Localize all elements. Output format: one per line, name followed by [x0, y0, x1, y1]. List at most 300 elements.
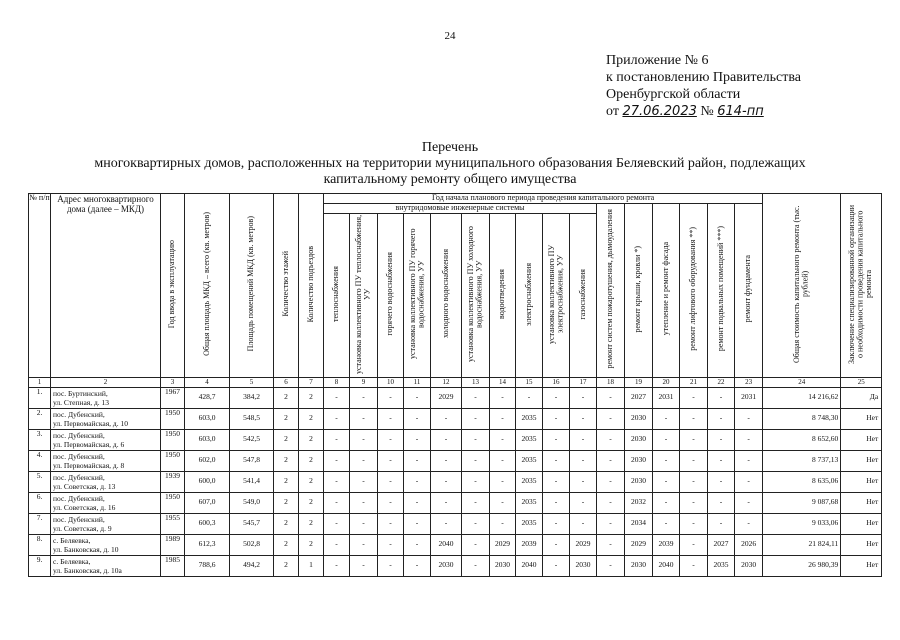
cell-prem: 541,4: [230, 471, 274, 492]
cell-floors: 2: [274, 471, 299, 492]
cell-c15: -: [516, 387, 543, 408]
address-settlement: с. Беляевка,: [53, 556, 91, 566]
cell-year: 1939: [161, 471, 185, 492]
cell-year: 1950: [161, 492, 185, 513]
appendix-resolution: к постановлению Правительства: [606, 70, 802, 85]
cell-c14: -: [490, 492, 516, 513]
cell-c13: -: [462, 408, 490, 429]
cell-c20: -: [653, 492, 680, 513]
cell-c9: -: [350, 555, 378, 576]
header-num: № п/п: [29, 194, 51, 378]
cell-floors: 2: [274, 429, 299, 450]
address-street: ул. Советская, д. 16: [53, 502, 116, 512]
cell-c20: -: [653, 471, 680, 492]
cell-concl: Нет: [841, 534, 882, 555]
cell-c20: 2040: [653, 555, 680, 576]
cell-c19: 2029: [625, 534, 653, 555]
buildings-table: [28, 193, 882, 577]
cell-c8: -: [324, 513, 350, 534]
cell-c18: -: [597, 450, 625, 471]
cell-c16: -: [543, 513, 570, 534]
cell-c8: -: [324, 429, 350, 450]
cell-ent: 1: [299, 555, 324, 576]
cell-c11: -: [404, 555, 431, 576]
column-number: 12: [431, 377, 462, 387]
cell-c15: 2040: [516, 555, 543, 576]
cell-c21: -: [680, 513, 708, 534]
cell-total: 428,7: [185, 387, 230, 408]
column-number: 14: [490, 377, 516, 387]
header-entrances: Количество подъездов: [299, 194, 324, 378]
cell-concl: Нет: [841, 408, 882, 429]
cell-c15: 2039: [516, 534, 543, 555]
column-number: 13: [462, 377, 490, 387]
address-cell: [51, 387, 161, 408]
cell-c16: -: [543, 429, 570, 450]
cell-ent: 2: [299, 471, 324, 492]
cell-cost: 8 737,13: [763, 450, 841, 471]
cell-cost: 8 748,30: [763, 408, 841, 429]
cell-c15: 2035: [516, 429, 543, 450]
header-utilities-group: внутридомовые инженерные системы: [324, 204, 597, 214]
address-cell: [51, 471, 161, 492]
cell-c19: 2030: [625, 429, 653, 450]
column-number-row: [29, 377, 882, 387]
row-number: 2.: [29, 408, 51, 429]
column-number: 2: [51, 377, 161, 387]
row-number: 4.: [29, 450, 51, 471]
cell-c9: -: [350, 429, 378, 450]
column-number: 15: [516, 377, 543, 387]
header-address: Адрес многоквартирного дома (далее – МКД): [51, 194, 161, 378]
cell-floors: 2: [274, 450, 299, 471]
header-cold-water-meter: установка коллективного ПУ холодного водоснабжения, УУ: [462, 214, 490, 378]
column-number: 1: [29, 377, 51, 387]
cell-ent: 2: [299, 492, 324, 513]
cell-c19: 2030: [625, 555, 653, 576]
header-hot-water: горячего водоснабжения: [378, 214, 404, 378]
row-number: 1.: [29, 387, 51, 408]
cell-concl: Нет: [841, 429, 882, 450]
cell-floors: 2: [274, 534, 299, 555]
header-basement: ремонт подвальных помещений ***): [708, 204, 735, 378]
cell-c16: -: [543, 450, 570, 471]
header-cold-water: холодного водоснабжения: [431, 214, 462, 378]
cell-total: 602,0: [185, 450, 230, 471]
cell-c14: 2029: [490, 534, 516, 555]
column-number: 21: [680, 377, 708, 387]
cell-c12: -: [431, 450, 462, 471]
cell-c12: 2029: [431, 387, 462, 408]
cell-c18: -: [597, 429, 625, 450]
cell-c23: -: [735, 492, 763, 513]
address-settlement: с. Беляевка,: [53, 535, 91, 545]
row-number: 3.: [29, 429, 51, 450]
document-title: [0, 140, 900, 188]
cell-c20: 2031: [653, 387, 680, 408]
cell-year: 1967: [161, 387, 185, 408]
cell-prem: 548,5: [230, 408, 274, 429]
cell-c18: -: [597, 513, 625, 534]
row-number: 7.: [29, 513, 51, 534]
cell-floors: 2: [274, 492, 299, 513]
cell-year: 1989: [161, 534, 185, 555]
cell-c9: -: [350, 408, 378, 429]
cell-c9: -: [350, 471, 378, 492]
cell-c18: -: [597, 555, 625, 576]
column-number: 10: [378, 377, 404, 387]
cell-c22: -: [708, 429, 735, 450]
cell-total: 612,3: [185, 534, 230, 555]
cell-concl: Нет: [841, 513, 882, 534]
cell-c20: -: [653, 513, 680, 534]
cell-c15: 2035: [516, 471, 543, 492]
address-street: ул. Степная, д. 13: [53, 397, 110, 407]
cell-total: 603,0: [185, 408, 230, 429]
cell-c19: 2030: [625, 408, 653, 429]
handwritten-date: 27.06.2023: [622, 104, 697, 119]
cell-floors: 2: [274, 387, 299, 408]
cell-c9: -: [350, 492, 378, 513]
title-line-2: многоквартирных домов, расположенных на территории муниципального образования Беляевский район, подлежащих: [94, 156, 806, 171]
header-period-group: Год начала планового периода проведения капитального ремонта: [324, 194, 763, 204]
header-year: Год ввода в эксплуатацию: [161, 194, 185, 378]
cell-floors: 2: [274, 408, 299, 429]
cell-c21: -: [680, 492, 708, 513]
cell-cost: 9 033,06: [763, 513, 841, 534]
cell-c23: 2030: [735, 555, 763, 576]
cell-c14: -: [490, 471, 516, 492]
cell-c19: 2027: [625, 387, 653, 408]
cell-c11: -: [404, 429, 431, 450]
cell-c18: -: [597, 408, 625, 429]
page-number: 24: [444, 30, 456, 42]
cell-cost: 8 635,06: [763, 471, 841, 492]
cell-c21: -: [680, 429, 708, 450]
address-cell: [51, 513, 161, 534]
table-row: [29, 492, 882, 513]
cell-total: 607,0: [185, 492, 230, 513]
address-settlement: пос. Дубенский,: [53, 409, 105, 419]
appendix-date-line: [606, 103, 891, 120]
cell-c13: -: [462, 450, 490, 471]
cell-c12: -: [431, 492, 462, 513]
number-prefix: №: [700, 104, 714, 119]
row-number: 5.: [29, 471, 51, 492]
cell-c23: -: [735, 408, 763, 429]
cell-cost: 8 652,60: [763, 429, 841, 450]
cell-prem: 549,0: [230, 492, 274, 513]
cell-c17: -: [570, 429, 597, 450]
cell-year: 1950: [161, 450, 185, 471]
column-number: 24: [763, 377, 841, 387]
title-line-1: Перечень: [421, 140, 479, 155]
header-total-area: Общая площадь МКД – всего (кв. метров): [185, 194, 230, 378]
cell-floors: 2: [274, 513, 299, 534]
cell-c8: -: [324, 387, 350, 408]
address-cell: [51, 555, 161, 576]
cell-c20: 2039: [653, 534, 680, 555]
appendix-region: Оренбургской области: [606, 87, 741, 102]
table-row: [29, 471, 882, 492]
header-sewerage: водоотведения: [490, 214, 516, 378]
cell-c22: -: [708, 387, 735, 408]
cell-c9: -: [350, 513, 378, 534]
cell-prem: 384,2: [230, 387, 274, 408]
cell-c22: -: [708, 513, 735, 534]
header-hot-water-meter: установка коллективного ПУ горячего водоснабжения, УУ: [404, 214, 431, 378]
table-row: [29, 513, 882, 534]
cell-c8: -: [324, 555, 350, 576]
cell-c9: -: [350, 534, 378, 555]
row-number: 6.: [29, 492, 51, 513]
cell-c10: -: [378, 408, 404, 429]
address-cell: [51, 408, 161, 429]
column-number: 25: [841, 377, 882, 387]
cell-c18: -: [597, 492, 625, 513]
cell-total: 788,6: [185, 555, 230, 576]
cell-c15: 2035: [516, 450, 543, 471]
cell-c16: -: [543, 408, 570, 429]
cell-c22: 2035: [708, 555, 735, 576]
cell-c14: -: [490, 450, 516, 471]
cell-total: 603,0: [185, 429, 230, 450]
cell-c23: -: [735, 450, 763, 471]
cell-c22: -: [708, 408, 735, 429]
address-street: ул. Первомайская, д. 6: [53, 439, 125, 449]
address-cell: [51, 450, 161, 471]
cell-total: 600,3: [185, 513, 230, 534]
address-settlement: пос. Дубенский,: [53, 430, 105, 440]
cell-c19: 2030: [625, 450, 653, 471]
cell-c9: -: [350, 450, 378, 471]
cell-c17: 2029: [570, 534, 597, 555]
column-number: 19: [625, 377, 653, 387]
column-number: 7: [299, 377, 324, 387]
cell-prem: 502,8: [230, 534, 274, 555]
cell-c13: -: [462, 555, 490, 576]
cell-c14: -: [490, 408, 516, 429]
cell-year: 1985: [161, 555, 185, 576]
title-line-3: капитальному ремонту общего имущества: [323, 172, 577, 187]
cell-c19: 2032: [625, 492, 653, 513]
header-gas: газоснабжения: [570, 214, 597, 378]
handwritten-number: 614-пп: [717, 104, 764, 119]
table-row: [29, 555, 882, 576]
cell-c23: 2031: [735, 387, 763, 408]
cell-prem: 542,5: [230, 429, 274, 450]
cell-floors: 2: [274, 555, 299, 576]
address-cell: [51, 429, 161, 450]
cell-c11: -: [404, 450, 431, 471]
table-row: [29, 534, 882, 555]
column-number: 6: [274, 377, 299, 387]
cell-c17: 2030: [570, 555, 597, 576]
header-total-cost: Общая стоимость капитального ремонта (тыс. рублей): [763, 194, 841, 378]
cell-c21: -: [680, 555, 708, 576]
cell-ent: 2: [299, 429, 324, 450]
table-row: [29, 450, 882, 471]
cell-c22: -: [708, 492, 735, 513]
cell-c19: 2034: [625, 513, 653, 534]
cell-c10: -: [378, 387, 404, 408]
cell-c10: -: [378, 513, 404, 534]
cell-c23: 2026: [735, 534, 763, 555]
cell-c16: -: [543, 492, 570, 513]
cell-c22: -: [708, 450, 735, 471]
address-settlement: пос. Дубенский,: [53, 451, 105, 461]
cell-c17: -: [570, 513, 597, 534]
address-street: ул. Банковская, д. 10а: [53, 565, 122, 575]
address-street: ул. Первомайская, д. 10: [53, 418, 128, 428]
cell-c12: -: [431, 471, 462, 492]
address-cell: [51, 492, 161, 513]
cell-c9: -: [350, 387, 378, 408]
cell-c23: -: [735, 429, 763, 450]
cell-c15: 2035: [516, 408, 543, 429]
cell-c8: -: [324, 450, 350, 471]
address-street: ул. Банковская, д. 10: [53, 544, 119, 554]
cell-year: 1950: [161, 429, 185, 450]
table-row: [29, 387, 882, 408]
address-settlement: пос. Дубенский,: [53, 493, 105, 503]
column-number: 16: [543, 377, 570, 387]
row-number: 9.: [29, 555, 51, 576]
column-number: 18: [597, 377, 625, 387]
cell-c17: -: [570, 408, 597, 429]
cell-concl: Да: [841, 387, 882, 408]
column-number: 5: [230, 377, 274, 387]
cell-c18: -: [597, 387, 625, 408]
cell-c12: -: [431, 408, 462, 429]
date-prefix: от: [606, 104, 619, 119]
cell-ent: 2: [299, 534, 324, 555]
cell-concl: Нет: [841, 471, 882, 492]
cell-c11: -: [404, 408, 431, 429]
cell-concl: Нет: [841, 450, 882, 471]
cell-ent: 2: [299, 450, 324, 471]
header-heating: теплоснабжения: [324, 214, 350, 378]
address-settlement: пос. Дубенский,: [53, 472, 105, 482]
header-electricity: электроснабжения: [516, 214, 543, 378]
cell-c11: -: [404, 534, 431, 555]
cell-c21: -: [680, 534, 708, 555]
table-row: [29, 429, 882, 450]
header-roof: ремонт крыши, кровли *): [625, 204, 653, 378]
cell-c16: -: [543, 471, 570, 492]
cell-c10: -: [378, 471, 404, 492]
cell-c14: 2030: [490, 555, 516, 576]
header-fire-systems: ремонт систем пожаротушения, дымоудаления: [597, 204, 625, 378]
header-foundation: ремонт фундамента: [735, 204, 763, 378]
address-settlement: пос. Дубенский,: [53, 514, 105, 524]
table-body: [29, 377, 882, 576]
cell-c11: -: [404, 513, 431, 534]
cell-c8: -: [324, 471, 350, 492]
header-heat-meter: установка коллективного ПУ теплоснабжения, УУ: [350, 214, 378, 378]
cell-c15: 2035: [516, 492, 543, 513]
address-street: ул. Первомайская, д. 8: [53, 460, 125, 470]
row-number: 8.: [29, 534, 51, 555]
header-premises-area: Площадь помещений МКД (кв. метров): [230, 194, 274, 378]
cell-c8: -: [324, 408, 350, 429]
cell-ent: 2: [299, 387, 324, 408]
cell-c10: -: [378, 492, 404, 513]
cell-prem: 494,2: [230, 555, 274, 576]
cell-c14: -: [490, 387, 516, 408]
column-number: 8: [324, 377, 350, 387]
cell-ent: 2: [299, 408, 324, 429]
column-number: 3: [161, 377, 185, 387]
column-number: 4: [185, 377, 230, 387]
address-street: ул. Советская, д. 9: [53, 523, 112, 533]
cell-c16: -: [543, 555, 570, 576]
cell-c21: -: [680, 471, 708, 492]
cell-c13: -: [462, 513, 490, 534]
column-number: 22: [708, 377, 735, 387]
column-number: 23: [735, 377, 763, 387]
cell-c17: -: [570, 450, 597, 471]
cell-c16: -: [543, 387, 570, 408]
cell-c15: 2035: [516, 513, 543, 534]
cell-c12: -: [431, 429, 462, 450]
appendix-block: [606, 52, 891, 120]
cell-c21: -: [680, 387, 708, 408]
header-conclusion: Заключение специализированной организации о необходимости проведения капитального ремонта: [841, 194, 882, 378]
address-street: ул. Советская, д. 13: [53, 481, 116, 491]
cell-c20: -: [653, 429, 680, 450]
cell-c14: -: [490, 513, 516, 534]
cell-year: 1950: [161, 408, 185, 429]
cell-c22: 2027: [708, 534, 735, 555]
cell-prem: 547,8: [230, 450, 274, 471]
cell-c13: -: [462, 492, 490, 513]
cell-c13: -: [462, 534, 490, 555]
cell-c17: -: [570, 387, 597, 408]
cell-c21: -: [680, 408, 708, 429]
address-settlement: пос. Буртинский,: [53, 388, 108, 398]
column-number: 9: [350, 377, 378, 387]
cell-c10: -: [378, 555, 404, 576]
cell-c20: -: [653, 408, 680, 429]
column-number: 11: [404, 377, 431, 387]
cell-total: 600,0: [185, 471, 230, 492]
cell-c11: -: [404, 387, 431, 408]
cell-cost: 26 980,39: [763, 555, 841, 576]
cell-year: 1955: [161, 513, 185, 534]
cell-c13: -: [462, 471, 490, 492]
cell-cost: 14 216,62: [763, 387, 841, 408]
header-facade: утепление и ремонт фасада: [653, 204, 680, 378]
cell-c10: -: [378, 429, 404, 450]
cell-concl: Нет: [841, 555, 882, 576]
cell-c17: -: [570, 471, 597, 492]
cell-c18: -: [597, 534, 625, 555]
appendix-title: Приложение № 6: [606, 53, 709, 68]
cell-c14: -: [490, 429, 516, 450]
cell-c12: 2040: [431, 534, 462, 555]
cell-c22: -: [708, 471, 735, 492]
cell-c20: -: [653, 450, 680, 471]
header-electricity-meter: установка коллективного ПУ электроснабжения, УУ: [543, 214, 570, 378]
column-number: 20: [653, 377, 680, 387]
cell-c19: 2030: [625, 471, 653, 492]
table-row: [29, 408, 882, 429]
cell-c16: -: [543, 534, 570, 555]
cell-prem: 545,7: [230, 513, 274, 534]
address-cell: [51, 534, 161, 555]
cell-c8: -: [324, 492, 350, 513]
